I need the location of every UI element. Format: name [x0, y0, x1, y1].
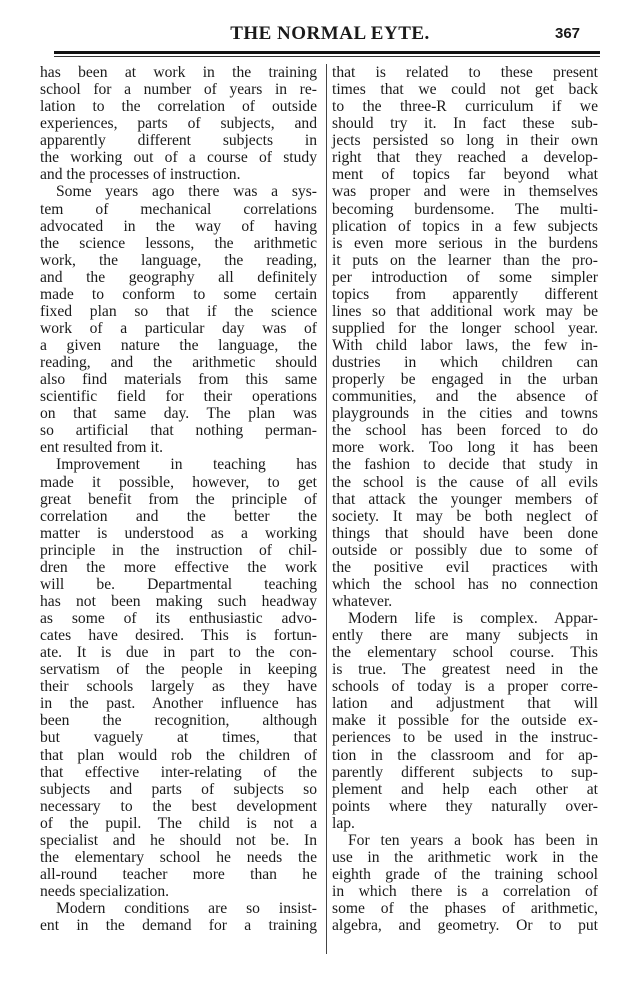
paragraph: [40, 183, 317, 456]
paragraph: [40, 900, 317, 934]
text-line: principle in the instruction of chil-: [40, 541, 317, 559]
text-line: to the three-R curriculum if we: [332, 98, 598, 116]
text-line: properly be engaged in the urban: [332, 371, 598, 389]
text-line: the school has been forced to do: [332, 422, 598, 440]
text-line: the positive evil practices with: [332, 558, 598, 576]
text-line: tem of mechanical correlations: [40, 200, 317, 218]
text-line: lines so that additional work may be: [332, 302, 598, 320]
text-line: scientific field for their operations: [40, 388, 317, 406]
paragraph: [332, 610, 598, 832]
text-line: plement and help each other at: [332, 780, 598, 798]
text-line: also find materials from this same: [40, 371, 317, 389]
right-column: [332, 64, 598, 934]
text-line: been the recognition, although: [40, 712, 317, 730]
text-line: needs specialization.: [40, 883, 170, 900]
text-line: so artificial that nothing perman-: [40, 422, 317, 440]
text-line: points where they naturally over-: [332, 797, 598, 815]
text-line: on that same day. The plan was: [40, 405, 317, 423]
text-line: tion in the classroom and for ap-: [332, 746, 598, 764]
text-line: necessary to the best development: [40, 797, 317, 815]
text-line: right that they reached a develop-: [332, 149, 598, 167]
text-line: specialist and he should not be. In: [40, 831, 317, 849]
text-line: For ten years a book has been in: [348, 831, 598, 849]
text-line: lap.: [332, 814, 355, 832]
text-line: correlation and the better the: [40, 507, 317, 525]
text-line: that attack the younger members of: [332, 490, 598, 508]
text-line: all-round teacher more than he: [40, 865, 317, 883]
text-line: made it possible, however, to get: [40, 473, 317, 491]
text-line: parently different subjects to sup-: [332, 763, 598, 781]
text-line: apparently different subjects in: [40, 132, 317, 150]
text-line: plication of topics in a few subjects: [332, 217, 598, 235]
text-line: servatism of the people in keeping: [40, 661, 317, 679]
text-line: a given nature the language, the: [40, 337, 317, 354]
text-line: it puts on the learner than the pro-: [332, 251, 598, 269]
text-line: fixed plan so that if the science: [40, 302, 317, 320]
left-column: [40, 64, 317, 934]
text-line: periences to be used in the instruc-: [332, 729, 598, 747]
text-line: lation to the correlation of outside: [40, 98, 317, 116]
text-line: work, the language, the reading,: [40, 251, 317, 269]
text-line: Modern conditions are so insist-: [56, 900, 317, 918]
text-line: has been at work in the training: [40, 64, 317, 81]
text-line: which the school has no connection: [332, 575, 598, 593]
paragraph: [332, 64, 598, 610]
text-line: has not been making such headway: [40, 592, 317, 610]
text-line: is true. The greatest need in the: [332, 661, 598, 679]
text-line: lation and adjustment that will: [332, 695, 598, 713]
text-line: the working out of a course of study: [40, 149, 317, 167]
text-line: per introduction of some simpler: [332, 268, 598, 286]
text-line: should try it. In fact these sub-: [332, 115, 598, 133]
text-line: advocated in the way of having: [40, 217, 317, 235]
text-line: algebra, and geometry. Or to put: [332, 917, 598, 935]
text-line: make it possible for the outside ex-: [332, 712, 598, 730]
text-line: great benefit from the principle of: [40, 490, 317, 508]
text-line: ment of topics far beyond what: [332, 166, 598, 184]
text-line: of the pupil. The child is not a: [40, 814, 317, 832]
text-line: ate. It is due in part to the con-: [40, 644, 317, 662]
text-line: ent resulted from it.: [40, 439, 163, 457]
paragraph: [40, 456, 317, 900]
text-line: the elementary school course. This: [332, 644, 598, 662]
text-line: dustries in which children can: [332, 354, 598, 372]
text-line: schools of today is a proper corre-: [332, 678, 598, 696]
text-line: ently there are many subjects in: [332, 627, 598, 645]
text-line: the science lessons, the arithmetic: [40, 234, 317, 252]
text-line: as some of its enthusiastic advo-: [40, 610, 317, 627]
text-line: the fashion to decide that study in: [332, 456, 598, 474]
header-rule-thick: [54, 51, 600, 54]
text-line: some of the phases of arithmetic,: [332, 900, 598, 918]
text-line: Modern life is complex. Appar-: [348, 610, 598, 627]
text-line: becoming burdensome. The multi-: [332, 200, 598, 218]
paragraph: [332, 832, 598, 934]
text-line: Improvement in teaching has: [56, 456, 317, 474]
text-line: playgrounds in the cities and towns: [332, 405, 598, 423]
text-line: times that we could not get back: [332, 81, 598, 99]
text-line: the school is the cause of all evils: [332, 473, 598, 491]
text-line: Some years ago there was a sys-: [56, 183, 317, 201]
page-number: 367: [555, 25, 581, 42]
text-line: that plan would rob the children of: [40, 746, 317, 764]
text-line: their schools largely as they have: [40, 678, 317, 696]
paragraph: [40, 64, 317, 183]
text-line: more work. Too long it has been: [332, 439, 598, 457]
text-line: topics from apparently different: [332, 285, 598, 303]
text-line: matter is understood as a working: [40, 524, 317, 542]
text-line: that is related to these present: [332, 64, 598, 81]
text-line: ent in the demand for a training: [40, 917, 317, 935]
column-divider: [326, 64, 327, 954]
text-line: communities, and the absence of: [332, 388, 598, 406]
text-line: and the processes of instruction.: [40, 166, 241, 184]
text-line: things that should have been done: [332, 524, 598, 542]
text-line: made to conform to some certain: [40, 285, 317, 303]
text-line: work of a particular day was of: [40, 319, 317, 337]
text-line: subjects and parts of subjects so: [40, 780, 317, 798]
text-line: dren the more effective the work: [40, 558, 317, 576]
text-line: use in the arithmetic work in the: [332, 848, 598, 866]
text-line: that effective inter-relating of the: [40, 763, 317, 781]
text-line: in the past. Another influence has: [40, 695, 317, 713]
text-line: the elementary school he needs the: [40, 848, 317, 866]
header-rule-thin: [54, 56, 600, 57]
text-line: school for a number of years in re-: [40, 81, 317, 99]
text-line: and the geography all definitely: [40, 268, 317, 286]
text-line: reading, and the arithmetic should: [40, 354, 317, 372]
text-line: experiences, parts of subjects, and: [40, 115, 317, 133]
text-line: will be. Departmental teaching: [40, 575, 317, 593]
text-line: whatever.: [332, 592, 393, 610]
text-line: jects persisted so long in their own: [332, 132, 598, 150]
text-line: With child labor laws, the few in-: [332, 337, 598, 354]
text-line: outside or possibly due to some of: [332, 541, 598, 559]
journal-title: THE NORMAL EYTE.: [230, 23, 430, 44]
text-line: society. It may be both neglect of: [332, 507, 598, 525]
text-line: is even more serious in the burdens: [332, 234, 598, 252]
text-line: but vaguely at times, that: [40, 729, 317, 747]
text-line: eighth grade of the training school: [332, 865, 598, 883]
text-line: in which there is a correlation of: [332, 883, 598, 900]
text-line: supplied for the longer school year.: [332, 319, 598, 337]
text-line: was proper and were in themselves: [332, 183, 598, 201]
text-line: cates have desired. This is fortun-: [40, 627, 317, 645]
